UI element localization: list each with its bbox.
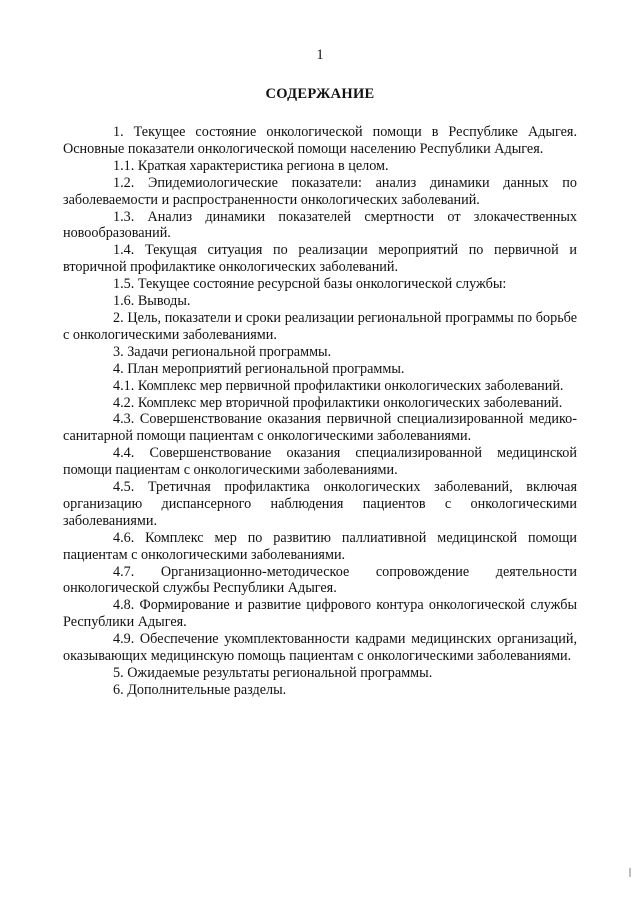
toc-item-1-1: 1.1. Краткая характеристика региона в целом. (113, 157, 389, 174)
toc-item-1-6: 1.6. Выводы. (113, 293, 191, 310)
scan-artifact-mark (629, 868, 631, 877)
toc-item-1-4: 1.4. Текущая ситуация по реализации мероприятий по первичной и вторичной профилактике онкологических заболеваний. (63, 242, 577, 276)
toc-item-5: 5. Ожидаемые результаты региональной программы. (113, 665, 433, 681)
toc-item-4-8: 4.8. Формирование и развитие цифрового контура онкологической службы Республики Адыгея. (63, 597, 577, 631)
toc-item-4-5: 4.5. Третичная профилактика онкологических заболеваний, включая организацию диспансерного наблюдения пациентов с онкологическими заболеваниями. (63, 479, 577, 529)
toc-item-1-2: 1.2. Эпидемиологические показатели: анализ динамики данных по заболеваемости и распространенности онкологических заболеваний. (63, 174, 577, 208)
toc-item-4: 4. План мероприятий региональной программы. (113, 360, 405, 377)
toc-item-4-3: 4.3. Совершенствование оказания первичной специализированной медико-санитарной помощи пациентам с онкологическими заболеваниями. (63, 411, 577, 445)
toc-item-4-7: 4.7. Организационно-методическое сопровождение деятельности онкологической службы Республики Адыгея. (63, 563, 577, 597)
toc-item-4-1: 4.1. Комплекс мер первичной профилактики онкологических заболеваний. (113, 377, 564, 394)
toc-item-4-2: 4.2. Комплекс мер вторичной профилактики онкологических заболеваний. (113, 394, 563, 411)
toc-item-2: 2. Цель, показатели и сроки реализации региональной программы по борьбе с онкологическими заболеваниями. (63, 309, 577, 343)
toc-item-1: 1. Текущее состояние онкологической помощи в Республике Адыгея. Основные показатели онкологической помощи населению Республики Адыгея. (63, 124, 577, 157)
toc-item-4-4: 4.4. Совершенствование оказания специализированной медицинской помощи пациентам с онкологическими заболеваниями. (63, 445, 577, 479)
toc-item-6: 6. Дополнительные разделы. (113, 681, 287, 698)
table-of-contents (63, 124, 577, 699)
toc-item-1-5: 1.5. Текущее состояние ресурсной базы онкологической службы: (113, 276, 507, 293)
toc-item-4-6: 4.6. Комплекс мер по развитию паллиативной медицинской помощи пациентам с онкологическими заболеваниями. (63, 529, 577, 563)
toc-item-3: 3. Задачи региональной программы. (113, 343, 332, 360)
page-title: СОДЕРЖАНИЕ (265, 86, 375, 102)
toc-item-4-9: 4.9. Обеспечение укомплектованности кадрами медицинских организаций, оказывающих медицинскую помощь пациентам с онкологическими заболеваниями. (63, 631, 577, 665)
toc-item-1-3: 1.3. Анализ динамики показателей смертности от злокачественных новообразований. (63, 208, 577, 242)
page-number: 1 (316, 47, 324, 63)
